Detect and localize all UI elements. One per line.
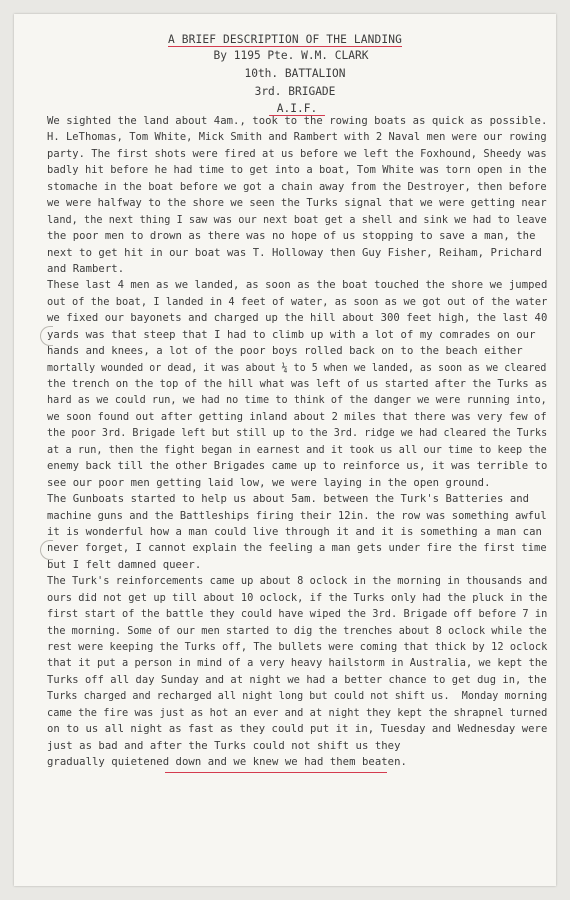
- document-title-block: [14, 31, 556, 48]
- body-line: Turks charged and recharged all night long but could not shift us. Monday morning: [47, 690, 548, 703]
- body-line: hands and knees, a lot of the poor boys rolled back on to the beach either: [47, 345, 523, 358]
- body-line: at a run, then the fight began in earnest and it took us all our time to keep the: [47, 443, 547, 456]
- body-line: yards was that steep that I had to climb up with a lot of my comrades on our: [47, 328, 536, 341]
- document-title: A BRIEF DESCRIPTION OF THE LANDING: [167, 33, 403, 46]
- body-line: the trench on the top of the hill what was left of us started after the Turks as: [47, 378, 548, 390]
- body-line: land, the next thing I saw was our next boat get a shell and sink we had to leave: [47, 213, 547, 226]
- body-line: just as bad and after the Turks could not shift us they: [47, 739, 401, 752]
- body-line: that it put a person in mind of a very heavy hailstorm in Australia, we kept the: [47, 657, 548, 670]
- body-line: we fixed our bayonets and charged up the hill about 300 feet high, the last 40: [47, 312, 548, 325]
- body-line: stomache in the boat before we got a chain away from the Destroyer, then before: [47, 180, 547, 193]
- body-line: badly hit before he had time to get into a boat, Tom White was torn open in the: [47, 164, 547, 177]
- body-line: we were halfway to the shore we seen the Turks signal that we were getting near: [47, 197, 547, 210]
- body-line: The Turk's reinforcements came up about 8 oclock in the morning in thousands and: [47, 575, 548, 588]
- body-line: but I felt damned queer.: [47, 558, 202, 571]
- body-line: on to us all night as fast as they could put it in, Tuesday and Wednesday were: [47, 723, 548, 736]
- brigade-line: 3rd. BRIGADE: [254, 85, 336, 98]
- body-line: ours did not get up till about 10 oclock, if the Turks only had the pluck in the: [47, 591, 548, 604]
- body-line: we soon found out after getting inland about 2 miles that there was very few of: [47, 410, 547, 423]
- body-line: out of the boat, I landed in 4 feet of water, as soon as we got out of the water: [47, 295, 548, 308]
- body-line: it is wonderful how a man could live through it and it is something a man can: [47, 525, 542, 538]
- body-line: and Rambert.: [47, 262, 125, 275]
- body-line: enemy back till the other Brigades came up to reinforce us, it was terrible to: [47, 460, 548, 473]
- author-line: By 1195 Pte. W.M. CLARK: [213, 49, 369, 62]
- body-line: never forget, I cannot explain the feeling a man gets under fire the first time: [47, 542, 547, 555]
- body-line: first start of the battle they could have wiped the 3rd. Brigade off before 7 in: [47, 608, 548, 621]
- battalion-line: 10th. BATTALION: [244, 67, 346, 80]
- body-line: came the fire was just as hot an ever and at night they kept the shrapnel turned: [47, 706, 548, 719]
- body-line: H. LeThomas, Tom White, Mick Smith and Rambert with 2 Naval men were our rowing: [47, 131, 547, 144]
- body-line: hard as we could run, we had no time to think of the danger we were running into,: [47, 394, 547, 407]
- body-line: We sighted the land about 4am., took to the rowing boats as quick as possible.: [47, 115, 548, 127]
- body-line: the poor 3rd. Brigade left but still up to the 3rd. ridge we had cleared the Turks: [47, 427, 548, 440]
- force-line: A.I.F.: [269, 102, 325, 116]
- body-line: These last 4 men as we landed, as soon as the boat touched the shore we jumped: [47, 279, 548, 292]
- document-page: [14, 14, 556, 886]
- body-line: mortally wounded or dead, it was about ¼ to 5 when we landed, as soon as we cleared: [47, 361, 547, 374]
- body-line: party. The first shots were fired at us before we left the Foxhound, Sheedy was: [47, 147, 547, 160]
- body-line: the poor men to drown as there was no hope of us stopping to save a man, the: [47, 230, 536, 243]
- body-line: next to get hit in our boat was T. Holloway then Guy Fisher, Reiham, Prichard: [47, 246, 542, 259]
- body-line: see our poor men getting laid low, we were laying in the open ground.: [47, 476, 491, 489]
- body-line: Turks off all day Sunday and at night we had a better chance to get dug in, the: [47, 673, 547, 686]
- body-line: The Gunboats started to help us about 5am. between the Turk's Batteries and: [47, 493, 530, 506]
- body-line: gradually quietened down and we knew we had them beaten.: [47, 756, 407, 769]
- end-rule: [165, 772, 387, 773]
- body-line: machine guns and the Battleships firing their 12in. the row was something awful: [47, 509, 547, 522]
- document-body: [47, 113, 547, 771]
- body-line: rest were keeping the Turks off, The bullets were coming that thick by 12 oclock: [47, 641, 548, 653]
- body-line: the morning. Some of our men started to dig the trenches about 8 oclock while the: [47, 624, 547, 637]
